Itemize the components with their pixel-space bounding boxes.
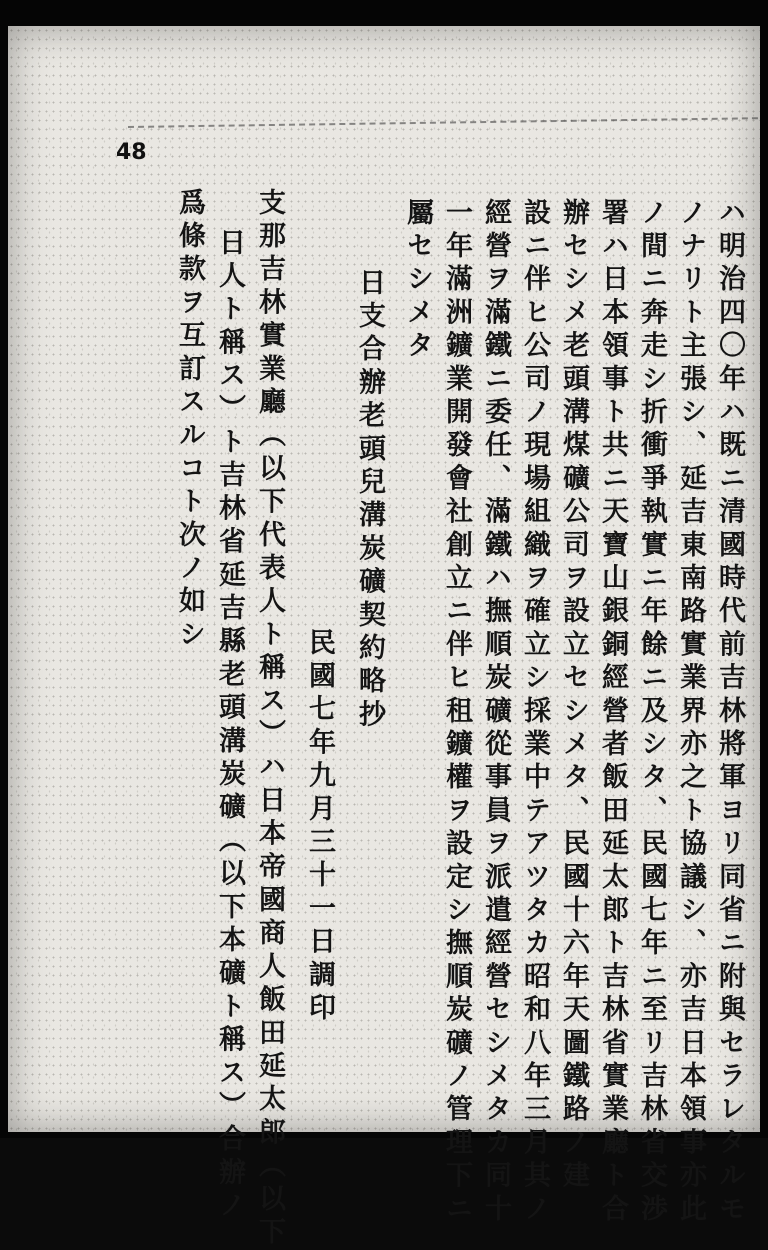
text-column: ノ間ニ奔走シ折衝爭執實ニ年餘ニ及シタ、民國七年ニ至リ吉林省交渉: [636, 198, 667, 1228]
document-heading: 日支合辦老頭兒溝炭礦契約略抄: [354, 268, 385, 733]
text-column: 經營ヲ滿鐵ニ委任、滿鐵ハ撫順炭礦從事員ヲ派遣經營セシメタカ同十: [480, 198, 511, 1228]
text-column: 屬セシメタ: [402, 198, 433, 364]
text-column: 支那吉林實業廳（以下代表人ト稱ス）ハ日本帝國商人飯田延太郎（以下: [254, 188, 285, 1250]
text-column: 辦セシメ老頭溝煤礦公司ヲ設立セシメタ、民國十六年天圖鐵路ノ建: [558, 198, 589, 1194]
text-column: 設ニ伴ヒ公司ノ現場組織ヲ確立シ採業中テアツタカ昭和八年三月其ノ: [519, 198, 550, 1228]
top-rule: [128, 117, 758, 128]
signing-date: 民國七年九月三十一日調印: [304, 628, 335, 1027]
text-column: ハ明治四〇年ハ既ニ清國時代前吉林將軍ヨリ同省ニ附與セラレタルモ: [714, 198, 745, 1228]
text-column: 署ハ日本領事ト共ニ天寶山銀銅經營者飯田延太郎ト吉林省實業廳ト合: [597, 198, 628, 1228]
page-number: 48: [116, 140, 147, 165]
text-column: 一年滿洲鑛業開發會社創立ニ伴ヒ租鑛權ヲ設定シ撫順炭礦ノ管理下ニ: [441, 198, 472, 1228]
text-column: 爲條款ヲ互訂スルコト次ノ如シ: [174, 188, 205, 653]
text-column: ノナリト主張シ、延吉東南路實業界亦之ト協議シ、亦吉日本領事亦此: [675, 198, 706, 1228]
text-column: 日人ト稱ス）ト吉林省延吉縣老頭溝炭礦（以下本礦ト稱ス）合辦ノ: [214, 228, 245, 1224]
